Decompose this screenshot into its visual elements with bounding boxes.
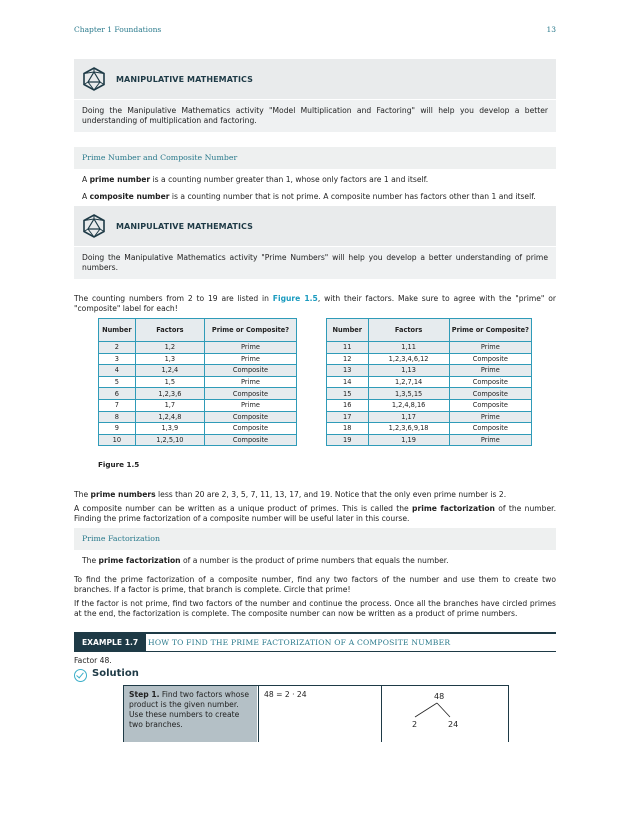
- definition-box-prime-factorization: [74, 528, 556, 573]
- prime-factorization-definition: The prime factorization of a number is the product of prime numbers that equals the number.: [82, 556, 449, 565]
- number-cell: 4: [99, 365, 136, 377]
- factors-cell: 1,5: [135, 376, 204, 388]
- solution-label: Solution: [92, 668, 139, 679]
- factors-cell: 1,3,5,15: [368, 388, 449, 400]
- factors-cell: 1,2,4,8: [135, 411, 204, 423]
- table-row: [99, 365, 297, 377]
- factors-cell: 1,7: [135, 399, 204, 411]
- label-cell: Composite: [205, 411, 297, 423]
- label-cell: Composite: [205, 434, 297, 446]
- table-row: [99, 342, 297, 354]
- example-tag: EXAMPLE 1.7: [74, 634, 146, 651]
- col-number: Number: [327, 319, 369, 342]
- definition-title: Prime Number and Composite Number: [74, 147, 556, 169]
- factor-tree: [381, 686, 509, 742]
- chapter-title: Chapter 1 Foundations: [74, 25, 162, 34]
- icosahedron-icon: [82, 67, 106, 91]
- number-cell: 8: [99, 411, 136, 423]
- col-label: Prime or Composite?: [449, 319, 531, 342]
- manipulative-box-1: [74, 59, 556, 132]
- table-row: [99, 411, 297, 423]
- tree-root: 48: [434, 692, 445, 701]
- factors-cell: 1,2,3,6,9,18: [368, 423, 449, 435]
- table-row: [327, 365, 532, 377]
- table-row: [327, 423, 532, 435]
- table-row: [99, 423, 297, 435]
- manipulative-title: MANIPULATIVE MATHEMATICS: [116, 222, 254, 231]
- prime-numbers-paragraph: The prime numbers less than 20 are 2, 3, 5, 7, 11, 13, 17, and 19. Notice that the only even prime number is 2.: [74, 490, 507, 499]
- number-cell: 5: [99, 376, 136, 388]
- factors-cell: 1,2,4,8,16: [368, 399, 449, 411]
- intro-paragraph: The counting numbers from 2 to 19 are listed in Figure 1.5, with their factors. Make sure to agree with the "prime" or "composite" label for each!: [74, 294, 556, 313]
- table-row: [327, 388, 532, 400]
- step-table: [123, 685, 509, 742]
- factors-cell: 1,17: [368, 411, 449, 423]
- factors-cell: 1,2,7,14: [368, 376, 449, 388]
- factors-cell: 1,3: [135, 353, 204, 365]
- number-cell: 9: [99, 423, 136, 435]
- col-number: Number: [99, 319, 136, 342]
- label-cell: Composite: [449, 376, 531, 388]
- factor-table-right: [326, 318, 532, 446]
- factors-cell: 1,3,9: [135, 423, 204, 435]
- factors-cell: 1,13: [368, 365, 449, 377]
- table-row: [99, 376, 297, 388]
- running-header: [74, 25, 556, 37]
- table-row: [99, 388, 297, 400]
- label-cell: Prime: [205, 353, 297, 365]
- step-description: Step 1. Find two factors whose product is the given number. Use these numbers to create two branches.: [124, 686, 257, 742]
- label-cell: Prime: [449, 434, 531, 446]
- label-cell: Composite: [449, 423, 531, 435]
- table-row: [327, 411, 532, 423]
- step-math: 48 = 2 · 24: [258, 686, 380, 742]
- label-cell: Prime: [449, 411, 531, 423]
- number-cell: 18: [327, 423, 369, 435]
- figure-caption: Figure 1.5: [98, 460, 140, 469]
- example-title: HOW TO FIND THE PRIME FACTORIZATION OF A COMPOSITE NUMBER: [148, 638, 451, 647]
- label-cell: Composite: [449, 353, 531, 365]
- factors-cell: 1,11: [368, 342, 449, 354]
- tree-left: 2: [412, 720, 418, 729]
- number-cell: 10: [99, 434, 136, 446]
- composite-definition: A composite number is a counting number that is not prime. A composite number has factors other than 1 and itself.: [82, 192, 536, 201]
- factors-cell: 1,2,5,10: [135, 434, 204, 446]
- table-row: [99, 399, 297, 411]
- number-cell: 17: [327, 411, 369, 423]
- label-cell: Composite: [205, 388, 297, 400]
- table-row: [327, 399, 532, 411]
- number-cell: 14: [327, 376, 369, 388]
- col-label: Prime or Composite?: [205, 319, 297, 342]
- table-row: [327, 376, 532, 388]
- label-cell: Prime: [449, 365, 531, 377]
- number-cell: 15: [327, 388, 369, 400]
- number-cell: 7: [99, 399, 136, 411]
- factors-cell: 1,2,3,6: [135, 388, 204, 400]
- label-cell: Prime: [449, 342, 531, 354]
- number-cell: 2: [99, 342, 136, 354]
- number-cell: 12: [327, 353, 369, 365]
- number-cell: 19: [327, 434, 369, 446]
- number-cell: 6: [99, 388, 136, 400]
- factor-table-left: [98, 318, 297, 446]
- prime-definition: A prime number is a counting number greater than 1, whose only factors are 1 and itself.: [82, 175, 429, 184]
- page-number: 13: [546, 25, 556, 34]
- table-row: [99, 434, 297, 446]
- label-cell: Prime: [205, 342, 297, 354]
- definition-box-prime-composite: [74, 147, 556, 209]
- manipulative-text: Doing the Manipulative Mathematics activity "Model Multiplication and Factoring" will help you develop a better understanding of multiplication and factoring.: [74, 99, 556, 132]
- method-paragraph-2: If the factor is not prime, find two factors of the number and continue the process. Once all the branches have circled primes at the end, the factorization is complete. The composite number can now be written as a product of prime numbers.: [74, 599, 556, 618]
- table-row: [99, 353, 297, 365]
- manipulative-box-2: [74, 206, 556, 279]
- manipulative-title: MANIPULATIVE MATHEMATICS: [116, 75, 254, 84]
- label-cell: Composite: [205, 423, 297, 435]
- tree-right: 24: [448, 720, 459, 729]
- check-circle-icon: [74, 669, 87, 682]
- number-cell: 13: [327, 365, 369, 377]
- example-prompt: Factor 48.: [74, 656, 112, 665]
- label-cell: Composite: [205, 365, 297, 377]
- factors-cell: 1,2,3,4,6,12: [368, 353, 449, 365]
- example-header: [74, 632, 556, 652]
- table-row: [327, 434, 532, 446]
- figure-link[interactable]: Figure 1.5: [272, 294, 318, 303]
- icosahedron-icon: [82, 214, 106, 238]
- label-cell: Prime: [205, 376, 297, 388]
- definition-title: Prime Factorization: [74, 528, 556, 550]
- manipulative-text: Doing the Manipulative Mathematics activity "Prime Numbers" will help you develop a better understanding of prime numbers.: [74, 246, 556, 279]
- number-cell: 3: [99, 353, 136, 365]
- table-row: [327, 353, 532, 365]
- factors-cell: 1,19: [368, 434, 449, 446]
- col-factors: Factors: [135, 319, 204, 342]
- number-cell: 11: [327, 342, 369, 354]
- factors-cell: 1,2: [135, 342, 204, 354]
- number-cell: 16: [327, 399, 369, 411]
- label-cell: Composite: [449, 399, 531, 411]
- composite-paragraph: A composite number can be written as a unique product of primes. This is called the prime factorization of the number. Finding the prime factorization of a composite number will be useful later in this course.: [74, 504, 556, 523]
- table-row: [327, 342, 532, 354]
- factors-cell: 1,2,4: [135, 365, 204, 377]
- col-factors: Factors: [368, 319, 449, 342]
- method-paragraph-1: To find the prime factorization of a composite number, find any two factors of the number and use them to create two branches. If a factor is prime, that branch is complete. Circle that prime!: [74, 575, 556, 594]
- label-cell: Prime: [205, 399, 297, 411]
- label-cell: Composite: [449, 388, 531, 400]
